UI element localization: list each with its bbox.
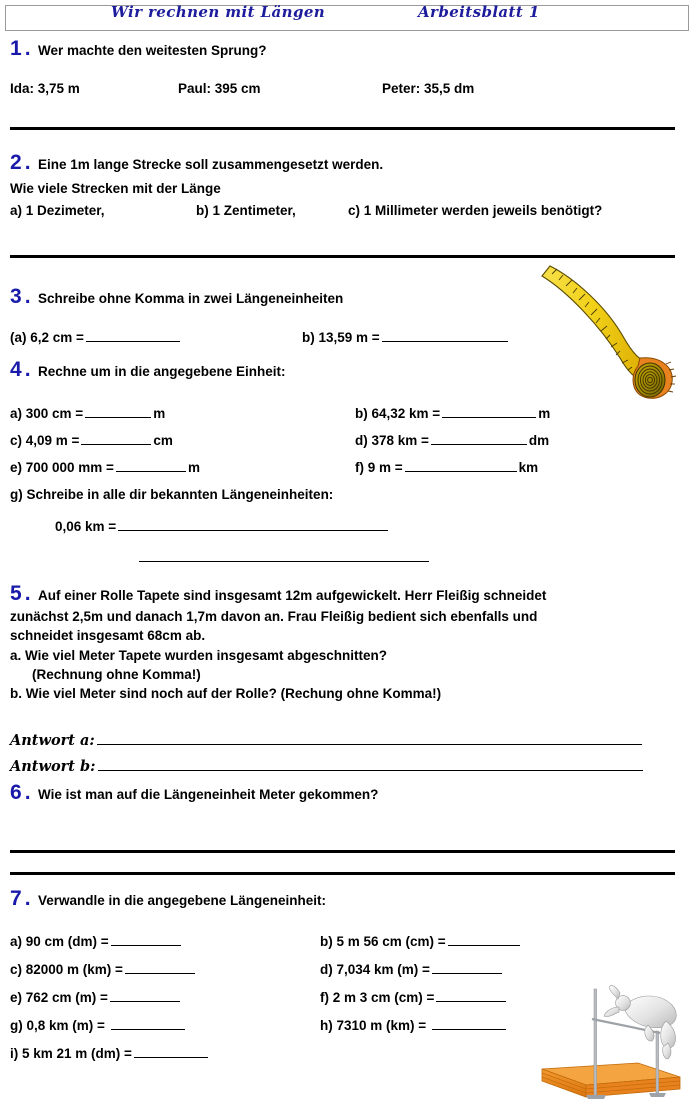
worksheet-sheet-number: Arbeitsblatt 1: [418, 3, 540, 21]
question-3-item-b: [302, 330, 510, 345]
question-5-answer-b-blank[interactable]: [98, 757, 643, 771]
question-4-item-e-suffix: m: [187, 460, 200, 476]
question-4-item-f-label: f) 9 m =: [355, 460, 403, 476]
question-7-item-a-label: a) 90 cm (dm) =: [10, 934, 109, 950]
question-4-item-c-label: c) 4,09 m =: [10, 433, 80, 449]
question-7-item-e-blank[interactable]: [110, 990, 180, 1002]
question-6-dot: .: [24, 781, 31, 804]
question-7-item-g-label: g) 0,8 km (m) =: [10, 1018, 105, 1034]
question-4-dot: .: [24, 358, 31, 381]
measuring-tape-icon: [528, 262, 688, 402]
question-5-sub-b: b. Wie viel Meter sind noch auf der Rolle? (Rechung ohne Komma!): [10, 686, 442, 701]
question-1-heading: [10, 38, 267, 60]
question-4-prompt: Rechne um in die angegebene Einheit:: [37, 364, 286, 379]
question-5-prompt-line3: schneidet insgesamt 68cm ab.: [10, 628, 206, 643]
header-box: [5, 5, 689, 31]
question-6-number: 6: [10, 781, 22, 804]
question-7-item-g: [10, 1018, 187, 1033]
question-3-item-a-label: (a) 6,2 cm =: [10, 330, 84, 346]
question-1-prompt: Wer machte den weitesten Sprung?: [37, 43, 267, 58]
question-1-jumper-3: Peter: 35,5 dm: [382, 81, 475, 96]
question-7-item-a-blank[interactable]: [111, 934, 181, 946]
question-4-item-g-value-row: [55, 519, 390, 534]
question-4-item-g-blank-2-row: [137, 548, 431, 567]
question-7-prompt: Verwandle in die angegebene Längeneinheit:: [37, 893, 327, 908]
question-4-item-e: [10, 460, 200, 475]
question-7-item-e-label: e) 762 cm (m) =: [10, 990, 108, 1006]
question-2-prompt: Eine 1m lange Strecke soll zusammengesetzt werden.: [37, 157, 384, 172]
question-7-item-i-label: i) 5 km 21 m (dm) =: [10, 1046, 132, 1062]
question-4-item-f-suffix: km: [518, 460, 539, 476]
question-2-dot: .: [24, 151, 31, 174]
measuring-tape-illustration: [528, 262, 688, 402]
question-7-item-g-blank[interactable]: [111, 1018, 185, 1030]
divider-after-question-1: [10, 127, 675, 130]
question-5-answer-a-label: Antwort a:: [10, 732, 95, 750]
question-4-item-a-suffix: m: [153, 406, 166, 422]
question-7-item-d-label: d) 7,034 km (m) =: [320, 962, 430, 978]
question-7-item-f-label: f) 2 m 3 cm (cm) =: [320, 990, 435, 1006]
question-4-item-f-blank[interactable]: [405, 460, 517, 472]
question-4-item-g-value: 0,06 km =: [55, 519, 117, 535]
question-5-heading: [10, 583, 546, 605]
question-7-item-f: [320, 990, 508, 1005]
question-2-option-b: b) 1 Zentimeter,: [196, 203, 296, 218]
question-7-item-e: [10, 990, 182, 1005]
question-4-item-c-suffix: cm: [153, 433, 173, 449]
question-4-item-b-label: b) 64,32 km =: [355, 406, 441, 422]
question-7-item-h-blank[interactable]: [432, 1018, 506, 1030]
question-4-item-e-blank[interactable]: [116, 460, 186, 472]
question-3-item-b-label: b) 13,59 m =: [302, 330, 380, 346]
question-4-heading: [10, 359, 286, 381]
question-7-item-c: [10, 962, 197, 977]
question-7-item-c-label: c) 82000 m (km) =: [10, 962, 123, 978]
question-6-prompt: Wie ist man auf die Längeneinheit Meter gekommen?: [37, 787, 379, 802]
question-5-prompt-line1: Auf einer Rolle Tapete sind insgesamt 12m aufgewickelt. Herr Fleißig schneidet: [37, 588, 547, 603]
question-3-heading: [10, 286, 343, 308]
question-5-answer-b-row: [10, 757, 645, 776]
question-4-item-f: [355, 460, 538, 475]
question-5-dot: .: [24, 582, 31, 605]
question-3-dot: .: [24, 285, 31, 308]
question-5-answer-a-blank[interactable]: [97, 731, 642, 745]
question-6-answer-line-2[interactable]: [10, 872, 675, 875]
question-4-item-d-blank[interactable]: [431, 433, 527, 445]
question-4-item-d: [355, 433, 549, 448]
question-5-number: 5: [10, 582, 22, 605]
question-5-answer-b-label: Antwort b:: [10, 758, 96, 776]
question-4-item-b-suffix: m: [538, 406, 551, 422]
question-7-item-h-label: h) 7310 m (km) =: [320, 1018, 427, 1034]
question-7-item-b-label: b) 5 m 56 cm (cm) =: [320, 934, 446, 950]
question-3-item-a-blank[interactable]: [86, 330, 180, 342]
question-7-item-i: [10, 1046, 210, 1061]
question-7-item-d: [320, 962, 504, 977]
question-4-item-d-label: d) 378 km =: [355, 433, 429, 449]
question-4-item-e-label: e) 700 000 mm =: [10, 460, 114, 476]
question-4-item-c: [10, 433, 173, 448]
question-3-number: 3: [10, 285, 22, 308]
divider-after-question-2: [10, 255, 675, 258]
worksheet-title: Wir rechnen mit Längen: [111, 3, 326, 21]
question-4-item-b-blank[interactable]: [442, 406, 536, 418]
question-1-jumper-1: Ida: 3,75 m: [10, 81, 80, 96]
question-7-heading: [10, 888, 326, 910]
question-4-item-a: [10, 406, 165, 421]
question-1-number: 1: [10, 37, 22, 60]
question-7-item-b-blank[interactable]: [448, 934, 520, 946]
question-7-item-i-blank[interactable]: [134, 1046, 208, 1058]
question-4-item-b: [355, 406, 550, 421]
question-4-number: 4: [10, 358, 22, 381]
question-2-option-c: c) 1 Millimeter werden jeweils benötigt?: [348, 203, 603, 218]
question-7-item-b: [320, 934, 522, 949]
question-4-item-g-blank-1[interactable]: [118, 519, 388, 531]
question-4-item-a-blank[interactable]: [85, 406, 151, 418]
question-7-item-c-blank[interactable]: [125, 962, 195, 974]
question-2-number: 2: [10, 151, 22, 174]
question-2-line2: Wie viele Strecken mit der Länge: [10, 181, 221, 196]
question-5-sub-a: a. Wie viel Meter Tapete wurden insgesamt abgeschnitten?: [10, 648, 387, 663]
question-7-item-f-blank[interactable]: [436, 990, 506, 1002]
question-7-item-h: [320, 1018, 508, 1033]
question-5-prompt-line2: zunächst 2,5m und danach 1,7m davon an. Frau Fleißig bedient sich ebenfalls und: [10, 609, 538, 624]
question-7-item-d-blank[interactable]: [432, 962, 502, 974]
question-1-dot: .: [24, 37, 31, 60]
question-3-item-b-blank[interactable]: [382, 330, 508, 342]
question-7-number: 7: [10, 887, 22, 910]
question-2-heading: [10, 152, 383, 174]
question-1-jumper-2: Paul: 395 cm: [178, 81, 261, 96]
question-5-sub-a-note: (Rechnung ohne Komma!): [32, 667, 201, 682]
question-4-item-d-suffix: dm: [528, 433, 550, 449]
high-jump-illustration: [520, 985, 696, 1103]
question-4-item-a-label: a) 300 cm =: [10, 406, 84, 422]
question-4-item-g: g) Schreibe in alle dir bekannten Längeneinheiten:: [10, 487, 334, 502]
question-3-prompt: Schreibe ohne Komma in zwei Längeneinheiten: [37, 291, 344, 306]
question-6-heading: [10, 782, 378, 804]
question-6-answer-line-1[interactable]: [10, 850, 675, 853]
high-jump-icon: [520, 985, 696, 1103]
question-4-item-c-blank[interactable]: [81, 433, 151, 445]
question-4-item-g-blank-2[interactable]: [139, 548, 429, 562]
question-2-option-a: a) 1 Dezimeter,: [10, 203, 105, 218]
question-5-answer-a-row: [10, 731, 644, 750]
question-7-item-a: [10, 934, 183, 949]
question-7-dot: .: [24, 887, 31, 910]
question-3-item-a: [10, 330, 182, 345]
